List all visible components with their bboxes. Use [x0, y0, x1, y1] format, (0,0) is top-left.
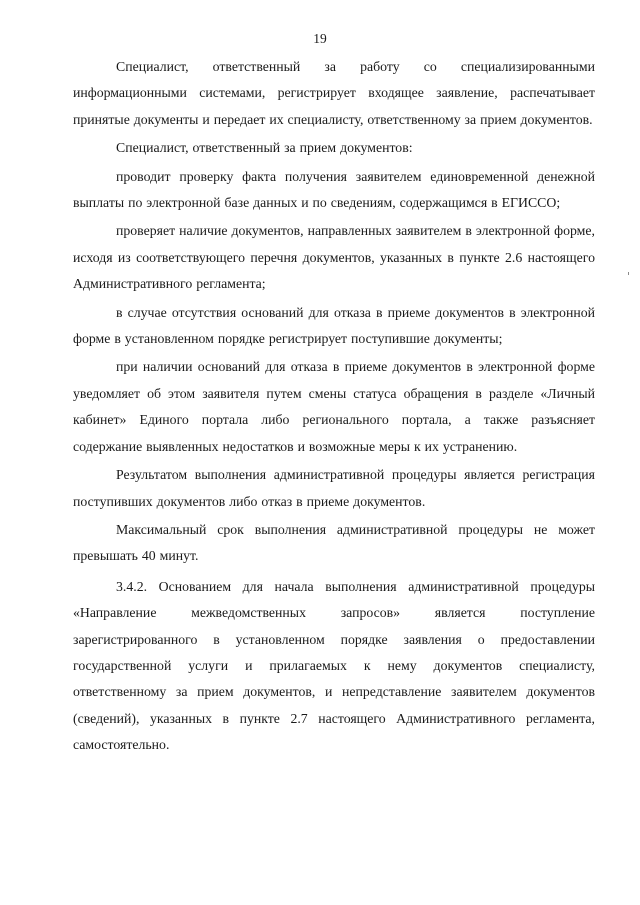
paragraph-register-documents: в случае отсутствия оснований для отказа в приеме документов в электронной форме в установленном порядке регистрирует поступившие документы; [73, 304, 595, 347]
paragraph-specialist-systems: Специалист, ответственный за работу со специализированными информационными системами, регистрирует входящее заявление, распечатывает принятые документы и передает их специалисту, ответственному за прием документов. [73, 59, 595, 127]
scan-mark [628, 272, 629, 275]
paragraph-section-3-4-2: 3.4.2. Основанием для начала выполнения административной процедуры «Направление межведомственных запросов» является поступление зарегистрированного в установленном порядке заявления о предоставлении государственной услуги и прилагаемых к нему документов специалисту, ответственному за прием документов, и непредставление заявителем документов (сведений), указанных в пункте 2.7 настоящего Административного регламента, самостоятельно. [73, 578, 595, 753]
paragraph-check-documents: проверяет наличие документов, направленных заявителем в электронной форме, исходя из соответствующего перечня документов, указанных в пункте 2.6 настоящего Административного регламента; [73, 223, 595, 292]
document-body [73, 54, 595, 759]
paragraph-refusal-notice: при наличии оснований для отказа в приеме документов в электронной форме уведомляет об этом заявителя путем смены статуса обращения в разделе «Личный кабинет» Единого портала либо регионального портала, а также разъясняет содержание выявленных недостатков и возможные меры к их устранению. [73, 359, 595, 454]
paragraph-specialist-intake: Специалист, ответственный за прием документов: [116, 140, 413, 156]
paragraph-check-payment: проводит проверку факта получения заявителем единовременной денежной выплаты по электронной базе данных и по сведениям, содержащимся в ЕГИССО; [73, 168, 595, 211]
page-number: 19 [313, 31, 327, 46]
paragraph-time-limit: Максимальный срок выполнения административной процедуры не может превышать 40 минут. [73, 521, 595, 564]
paragraph-result: Результатом выполнения административной процедуры является регистрация поступивших документов либо отказ в приеме документов. [73, 467, 595, 509]
